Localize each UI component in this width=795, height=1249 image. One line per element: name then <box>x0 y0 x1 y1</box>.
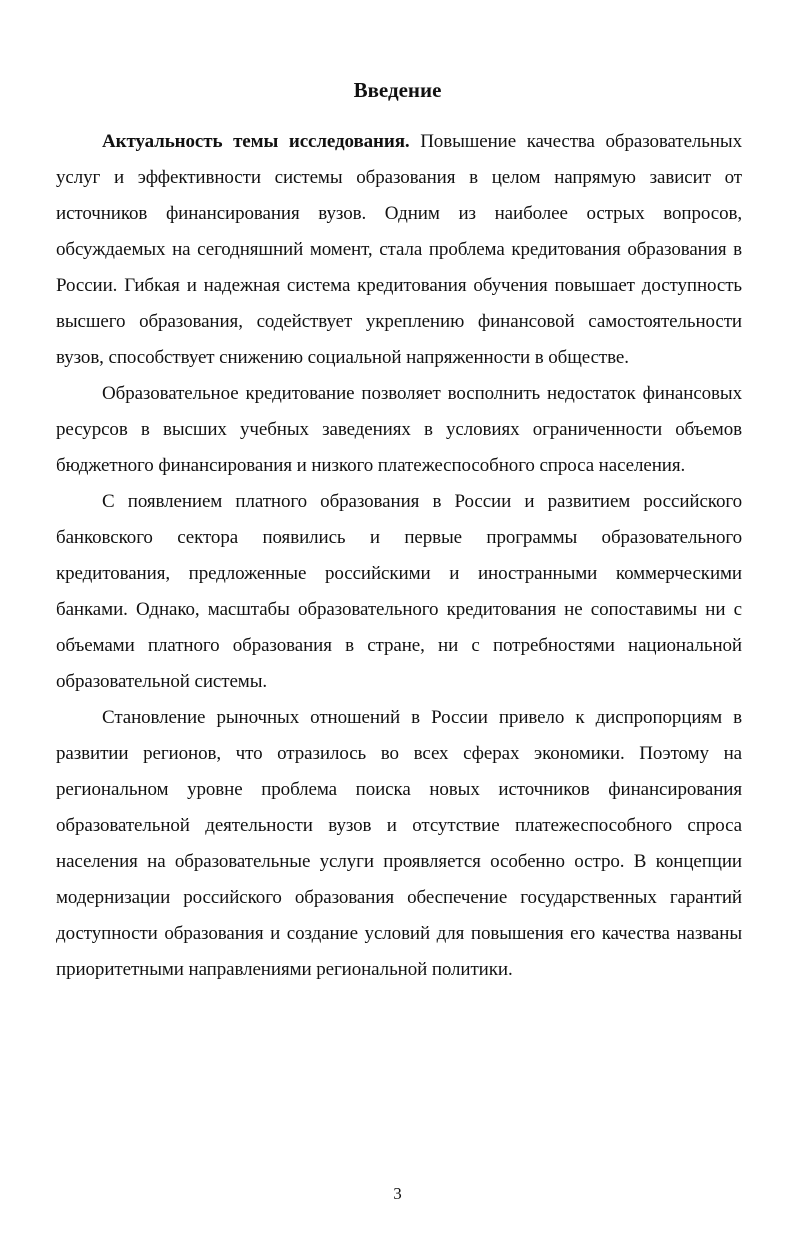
paragraph-relevance <box>56 124 742 376</box>
page-number: 3 <box>393 1184 402 1203</box>
paragraph-crediting: Образовательное кредитование позволяет восполнить недостаток финансовых ресурсов в высших учебных заведениях в условиях ограниченности объемов бюджетного финансирования и низкого платежеспособного спроса населения. <box>56 383 742 476</box>
paragraph-paid-education: С появлением платного образования в России и развитием российского банковского сектора появились и первые программы образовательного кредитования, предложенные российскими и иностранными коммерческими банками. Однако, масштабы образовательного кредитования не сопоставимы ни с объемами платного образования в стране, ни с потребностями национальной образовательной системы. <box>56 491 742 692</box>
section-title: Введение <box>353 78 442 102</box>
paragraph-regions: Становление рыночных отношений в России привело к диспропорциям в развитии регионов, что отразилось во всех сферах экономики. Поэтому на региональном уровне проблема поиска новых источников финансирования образовательной деятельности вузов и отсутствие платежеспособного спроса населения на образовательные услуги проявляется особенно остро. В концепции модернизации российского образования обеспечение государственных гарантий доступности образования и создание условий для повышения его качества названы приоритетными направлениями региональной политики. <box>56 707 742 980</box>
paragraph-lead: Актуальность темы исследования. <box>102 131 410 152</box>
body-text <box>56 124 742 988</box>
paragraph-text: Повышение качества образовательных услуг и эффективности системы образования в целом напрямую зависит от источников финансирования вузов. Одним из наиболее острых вопросов, обсуждаемых на сегодняшний момент, стала проблема кредитования образования в России. Гибкая и надежная система кредитования обучения повышает доступность высшего образования, содействует укреплению финансовой самостоятельности вузов, способствует снижению социальной напряженности в обществе. <box>56 131 743 368</box>
